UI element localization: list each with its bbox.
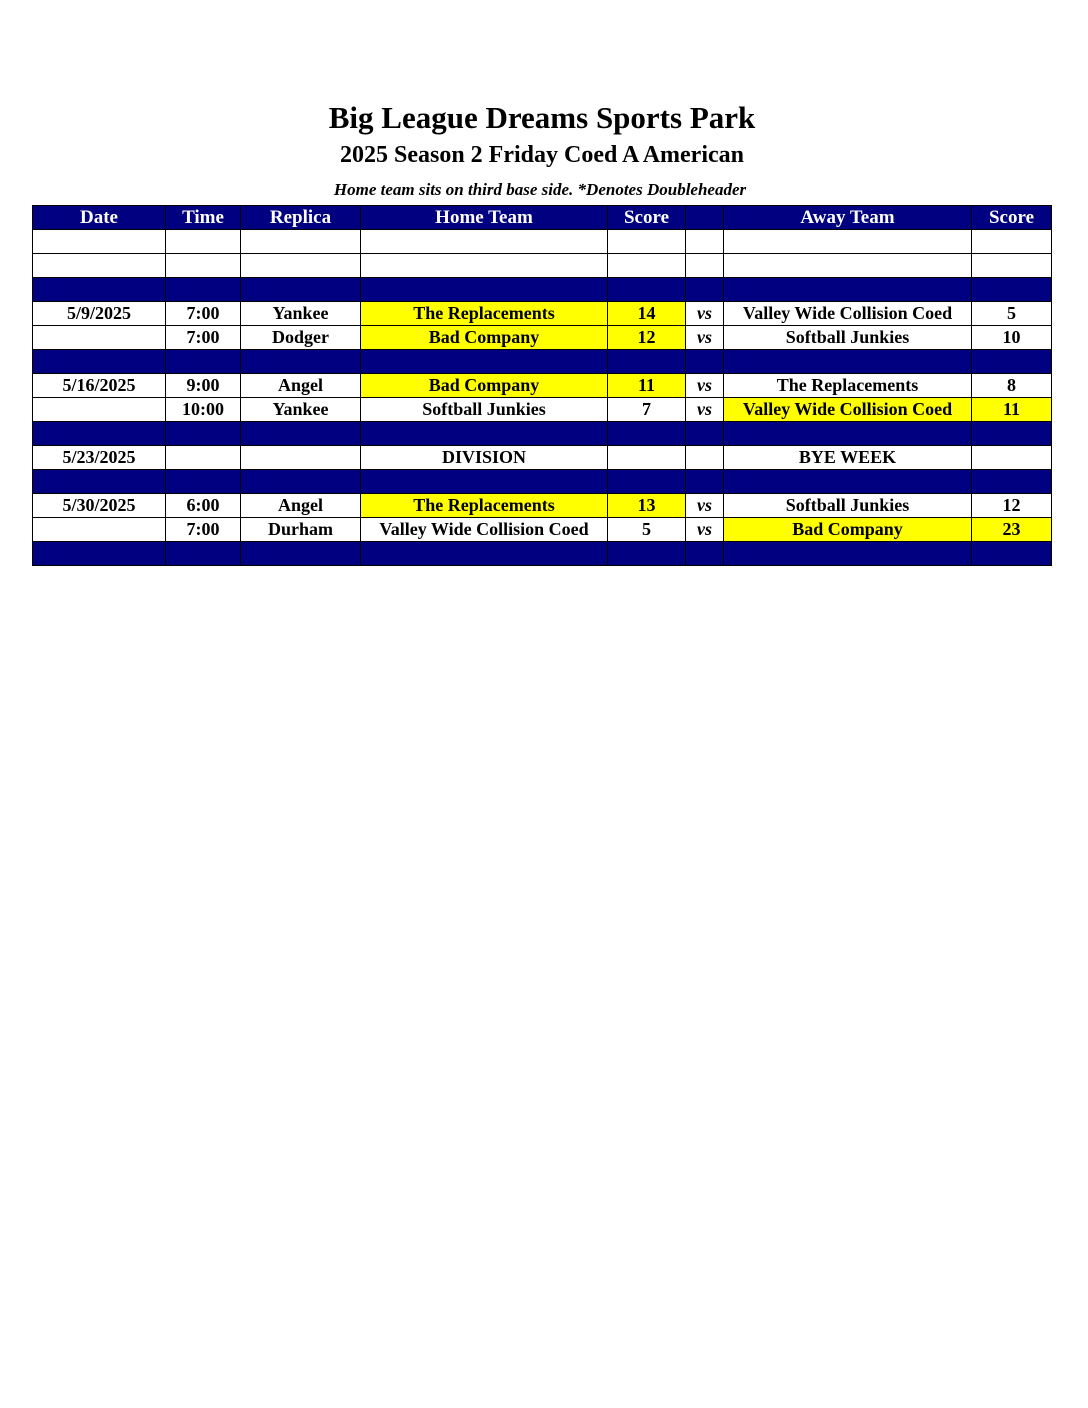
game-replica: Yankee [241,302,361,326]
vs-label [686,446,724,470]
home-team: Softball Junkies [361,398,608,422]
home-team: The Replacements [361,302,608,326]
away-team: BYE WEEK [724,446,972,470]
home-team: The Replacements [361,494,608,518]
game-time: 7:00 [166,326,241,350]
home-team: DIVISION [361,446,608,470]
col-header-time: Time [166,206,241,230]
col-header-home-score: Score [608,206,686,230]
week-separator [33,470,1052,494]
col-header-away-score: Score [972,206,1052,230]
vs-label: vs [686,302,724,326]
home-score: 11 [608,374,686,398]
table-row [33,518,1052,542]
table-row [33,398,1052,422]
week-separator [33,350,1052,374]
schedule-table [32,205,1052,566]
home-team: Valley Wide Collision Coed [361,518,608,542]
game-replica: Dodger [241,326,361,350]
game-date [33,398,166,422]
game-date: 5/30/2025 [33,494,166,518]
schedule-note: Home team sits on third base side. *Denotes Doubleheader [333,180,747,199]
home-score [608,446,686,470]
page-subtitle: 2025 Season 2 Friday Coed A American [339,142,744,168]
game-date [33,326,166,350]
game-time [166,446,241,470]
vs-label: vs [686,398,724,422]
col-header-replica: Replica [241,206,361,230]
week-separator [33,278,1052,302]
home-team: Bad Company [361,326,608,350]
col-header-vs [686,206,724,230]
game-replica [241,446,361,470]
home-score: 12 [608,326,686,350]
away-score: 8 [972,374,1052,398]
vs-label: vs [686,518,724,542]
game-time: 7:00 [166,518,241,542]
home-score: 5 [608,518,686,542]
col-header-home-team: Home Team [361,206,608,230]
game-time: 6:00 [166,494,241,518]
col-header-away-team: Away Team [724,206,972,230]
week-separator [33,422,1052,446]
table-header-row [33,206,1052,230]
home-score: 7 [608,398,686,422]
away-score: 12 [972,494,1052,518]
away-team: Bad Company [724,518,972,542]
game-time: 9:00 [166,374,241,398]
home-score: 14 [608,302,686,326]
vs-label: vs [686,494,724,518]
home-score: 13 [608,494,686,518]
game-replica: Durham [241,518,361,542]
table-row [33,326,1052,350]
home-team: Bad Company [361,374,608,398]
game-time: 10:00 [166,398,241,422]
away-score: 5 [972,302,1052,326]
empty-row [33,254,1052,278]
table-row [33,446,1052,470]
vs-label: vs [686,374,724,398]
empty-row [33,230,1052,254]
away-team: Softball Junkies [724,494,972,518]
game-date: 5/9/2025 [33,302,166,326]
away-team: Softball Junkies [724,326,972,350]
game-replica: Angel [241,374,361,398]
table-row [33,302,1052,326]
away-score: 11 [972,398,1052,422]
game-replica: Angel [241,494,361,518]
away-team: The Replacements [724,374,972,398]
away-score: 23 [972,518,1052,542]
game-time: 7:00 [166,302,241,326]
vs-label: vs [686,326,724,350]
table-row [33,374,1052,398]
table-row [33,494,1052,518]
game-date: 5/16/2025 [33,374,166,398]
game-date [33,518,166,542]
away-score: 10 [972,326,1052,350]
away-team: Valley Wide Collision Coed [724,398,972,422]
page-title: Big League Dreams Sports Park [328,100,756,135]
col-header-date: Date [33,206,166,230]
game-date: 5/23/2025 [33,446,166,470]
game-replica: Yankee [241,398,361,422]
week-separator [33,542,1052,566]
away-score [972,446,1052,470]
away-team: Valley Wide Collision Coed [724,302,972,326]
